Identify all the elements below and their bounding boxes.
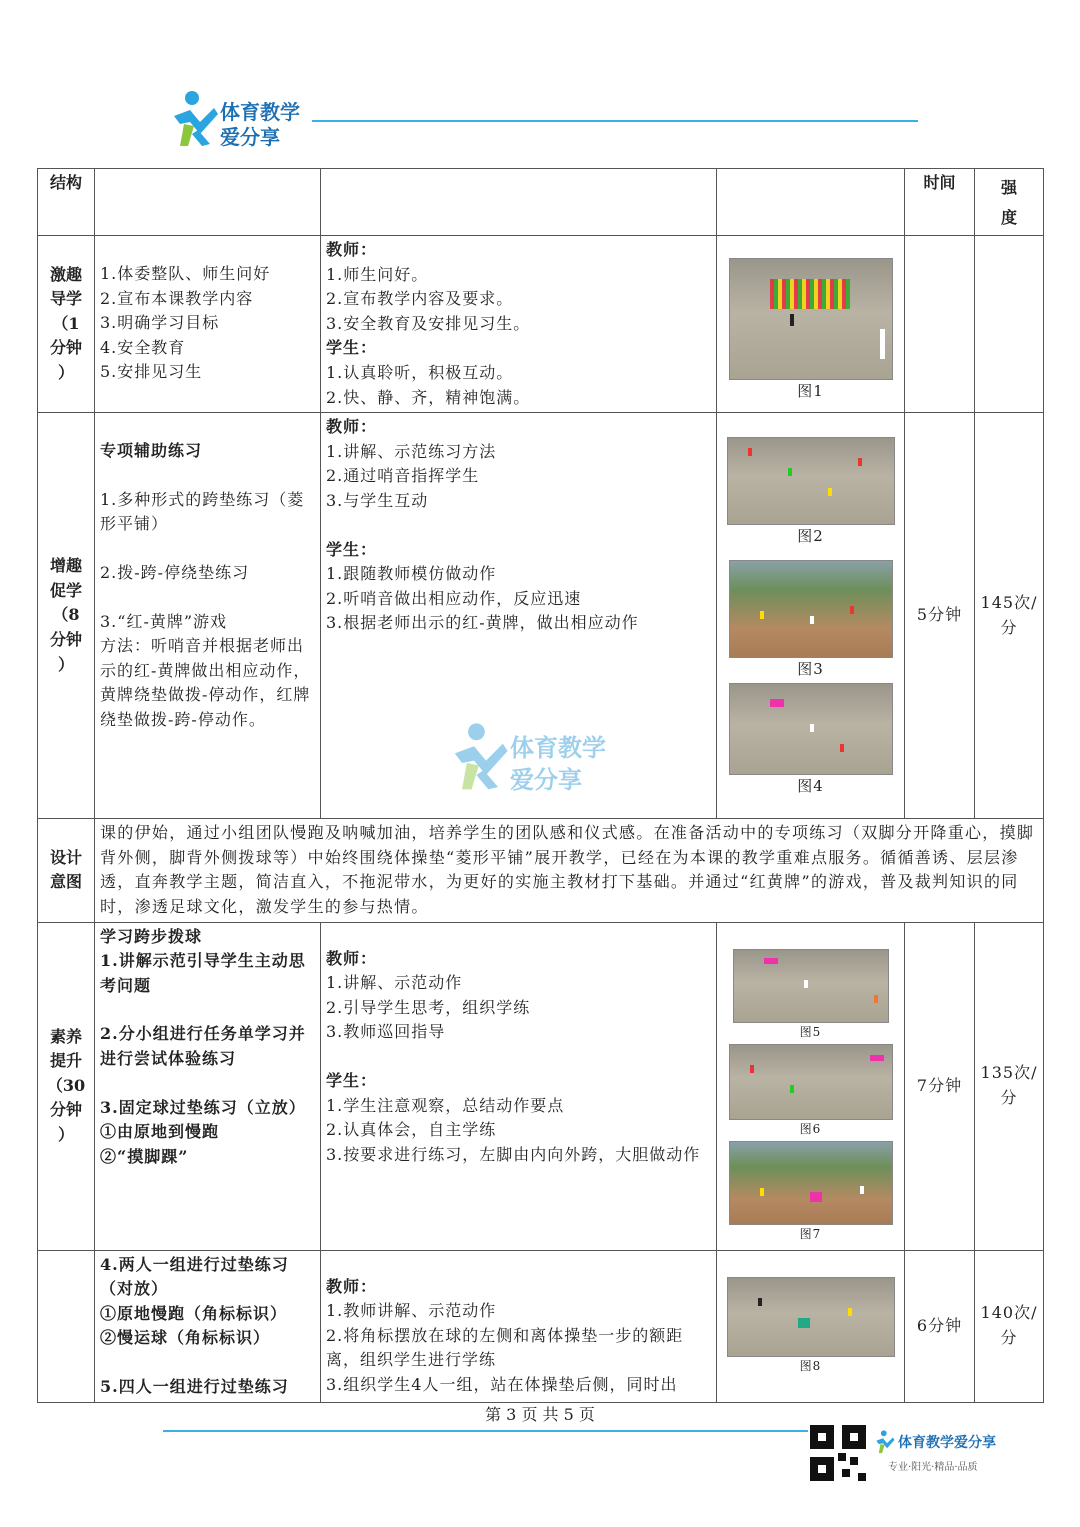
footer-brand [874, 1430, 1014, 1473]
content-line: ②“摸脚踝” [100, 1146, 189, 1166]
content-line: 1.体委整队、师生问好 [100, 264, 271, 283]
header-empty-3 [717, 169, 905, 236]
stage-cell [38, 236, 95, 413]
stage-cell-empty [38, 1250, 95, 1402]
teacher-line: 1.教师讲解、示范动作 [326, 1301, 497, 1321]
intensity-cell [975, 236, 1044, 413]
content-cell [95, 236, 321, 413]
stage-line: （8 [52, 605, 80, 625]
stage-cell [38, 819, 95, 922]
photo-figure-6 [729, 1044, 893, 1120]
figure-caption: 图6 [799, 1121, 822, 1136]
stage-line: 设计 [49, 847, 82, 867]
stage-line: 意图 [49, 872, 82, 892]
time-cell: 6分钟 [905, 1250, 975, 1402]
runner-logo-icon [170, 90, 220, 148]
student-line: 3.根据老师出示的红-黄牌，做出相应动作 [326, 613, 639, 633]
logo-subtitle: 爱分享 [220, 125, 280, 149]
figure-cell [717, 922, 905, 1250]
stage-line: 促学 [49, 580, 82, 600]
content-line: 5.安排见习生 [100, 362, 203, 382]
header-intensity-label: 强度 [1000, 178, 1017, 227]
figure-caption: 图1 [797, 382, 824, 400]
figure-caption: 图7 [799, 1226, 822, 1241]
design-intent-text: 课的伊始，通过小组团队慢跑及呐喊加油，培养学生的团队感和仪式感。在准备活动中的专项练习（双脚分开降重心，摸脚背外侧，脚背外侧拨球等）中始终围绕体操垫“菱形平铺”展开教学，已经在为本课的教学重难点服务。循循善诱、层层渗透，直奔教学主题，简洁直入，不拖泥带水，为更好的实施主教材打下基础。并通过“红黄牌”的游戏，普及裁判知识的同时，渗透足球文化，激发学生的参与热情。 [95, 819, 1044, 922]
photo-figure-7 [729, 1141, 893, 1225]
watermark-logo [450, 722, 630, 792]
table-row [38, 1250, 1044, 1402]
stage-line: 分钟 [49, 629, 82, 649]
student-line: 2.听哨音做出相应动作，反应迅速 [326, 588, 582, 608]
student-line: 1.跟随教师模仿做动作 [326, 564, 497, 584]
qr-code-icon [810, 1425, 866, 1481]
header-structure: 结构 [38, 169, 95, 236]
stage-line: （30 [46, 1075, 86, 1095]
content-title: 学习跨步拨球 [100, 926, 203, 946]
stage-line: （1 [52, 313, 80, 333]
content-line: 1.多种形式的跨垫练习（菱形平铺） [100, 489, 305, 534]
header-empty-2 [321, 169, 717, 236]
student-label: 学生： [326, 1070, 378, 1090]
watermark-subtitle: 爱分享 [510, 765, 582, 794]
photo-figure-1 [729, 258, 893, 380]
student-label: 学生： [326, 338, 378, 358]
teacher-label: 教师： [326, 1276, 378, 1296]
figure-caption: 图5 [799, 1024, 822, 1039]
photo-figure-4 [729, 683, 893, 775]
student-label: 学生： [326, 539, 378, 559]
time-cell: 7分钟 [905, 922, 975, 1250]
logo-title: 体育教学 [220, 100, 300, 124]
table-row [38, 819, 1044, 922]
content-line: 3.明确学习目标 [100, 313, 220, 333]
content-cell [95, 1250, 321, 1402]
teacher-line: 1.讲解、示范动作 [326, 973, 463, 993]
content-line: 4.两人一组进行过垫练习（对放） [100, 1254, 289, 1299]
stage-line: ） [57, 362, 74, 382]
content-title: 专项辅助练习 [100, 441, 203, 461]
teacher-line: 3.安全教育及安排见习生。 [326, 313, 531, 333]
stage-line: 导学 [49, 289, 82, 309]
header-time: 时间 [905, 169, 975, 236]
stage-line: ） [57, 1124, 74, 1144]
method-cell [321, 1250, 717, 1402]
content-line: ①由原地到慢跑 [100, 1122, 220, 1142]
teacher-line: 3.教师巡回指导 [326, 1022, 446, 1042]
teacher-label: 教师： [326, 948, 378, 968]
figure-caption: 图4 [797, 777, 824, 796]
runner-logo-icon [450, 722, 510, 792]
teacher-line: 3.与学生互动 [326, 490, 429, 510]
figure-caption: 图3 [797, 660, 824, 679]
content-line: 2.宣布本课教学内容 [100, 288, 254, 308]
figure-cell [717, 1250, 905, 1402]
stage-cell [38, 922, 95, 1250]
intensity-cell: 135次/分 [975, 922, 1044, 1250]
photo-figure-3 [729, 560, 893, 658]
figure-cell [717, 413, 905, 819]
teacher-label: 教师： [326, 417, 378, 437]
stage-line: 分钟 [49, 338, 82, 358]
intensity-cell: 145次/分 [975, 413, 1044, 819]
header-logo [170, 90, 320, 150]
content-line: 2.分小组进行任务单学习并进行尝试体验练习 [100, 1024, 306, 1068]
content-line: 方法：听哨音并根据老师出示的红-黄牌做出相应动作，黄牌绕垫做拨-停动作，红牌绕垫做拨-跨-停动作。 [100, 636, 311, 729]
stage-line: 素养 [49, 1026, 82, 1046]
figure-cell [717, 236, 905, 413]
footer-slogan: 专业·阳光·精品·品质 [888, 1462, 978, 1473]
watermark-title: 体育教学 [510, 733, 606, 762]
photo-figure-2 [727, 437, 895, 525]
intensity-cell: 140次/分 [975, 1250, 1044, 1402]
teacher-line: 2.通过哨音指挥学生 [326, 466, 480, 486]
footer-brand-name: 体育教学爱分享 [898, 1435, 996, 1451]
teacher-line: 2.将角标摆放在球的左侧和离体操垫一步的额距离，组织学生进行学练 [326, 1325, 684, 1370]
header-empty-1 [95, 169, 321, 236]
content-line: ①原地慢跑（角标标识） [100, 1303, 288, 1323]
table-header-row [38, 169, 1044, 236]
student-line: 1.认真聆听，积极互动。 [326, 362, 514, 382]
student-line: 2.认真体会，自主学练 [326, 1120, 497, 1140]
student-line: 2.快、静、齐，精神饱满。 [326, 387, 531, 407]
content-line: 3.固定球过垫练习（立放） [100, 1097, 306, 1117]
content-line: 5.四人一组进行过垫练习 [100, 1376, 289, 1396]
content-cell [95, 922, 321, 1250]
stage-line: ） [57, 654, 74, 674]
student-line: 1.学生注意观察，总结动作要点 [326, 1095, 565, 1115]
content-line: 2.拨-跨-停绕垫练习 [100, 562, 250, 582]
photo-figure-5 [733, 949, 889, 1023]
student-line: 3.按要求进行练习，左脚由内向外跨，大胆做动作 [326, 1144, 701, 1164]
stage-line: 激趣 [49, 264, 82, 284]
stage-line: 分钟 [49, 1100, 82, 1120]
page-number: 第 3 页 共 5 页 [485, 1405, 595, 1424]
teacher-line: 1.讲解、示范练习方法 [326, 441, 497, 461]
table-row [38, 236, 1044, 413]
stage-cell [38, 413, 95, 819]
content-line: 4.安全教育 [100, 337, 186, 357]
content-line: 1.讲解示范引导学生主动思考问题 [100, 951, 306, 995]
stage-line: 增趣 [49, 556, 82, 576]
content-cell [95, 413, 321, 819]
method-cell [321, 236, 717, 413]
figure-caption: 图2 [797, 527, 824, 546]
header-divider [312, 120, 918, 122]
stage-line: 提升 [49, 1051, 82, 1071]
content-line: ②慢运球（角标标识） [100, 1328, 271, 1348]
teacher-line: 1.师生问好。 [326, 264, 429, 284]
teacher-line: 2.引导学生思考，组织学练 [326, 997, 531, 1017]
photo-figure-8 [727, 1277, 895, 1357]
time-cell [905, 236, 975, 413]
method-cell [321, 922, 717, 1250]
teacher-line: 3.组织学生4人一组，站在体操垫后侧，同时出 [326, 1374, 678, 1394]
header-intensity [975, 169, 1044, 236]
teacher-line: 2.宣布教学内容及要求。 [326, 289, 514, 309]
footer-divider [163, 1430, 808, 1432]
table-row [38, 922, 1044, 1250]
runner-logo-icon [874, 1430, 896, 1454]
figure-caption: 图8 [799, 1358, 822, 1373]
content-line: 3.“红-黄牌”游戏 [100, 611, 228, 631]
teacher-label: 教师： [326, 240, 378, 259]
time-cell: 5分钟 [905, 413, 975, 819]
